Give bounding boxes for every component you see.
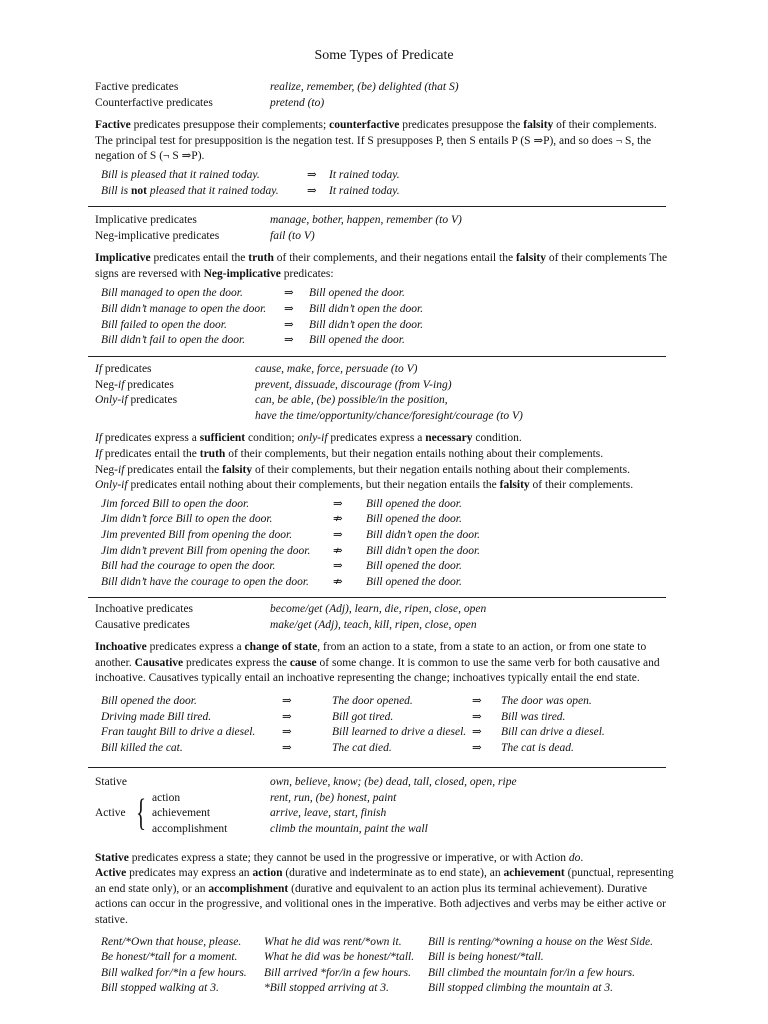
brace-icon: { [136, 791, 147, 834]
text: Bill didn’t fail to open the door. [101, 334, 246, 347]
text: if [118, 463, 125, 476]
text: predicates express a [146, 641, 245, 654]
text: pleased that it rained today. [147, 184, 279, 197]
example-row [95, 286, 675, 302]
example-row [95, 725, 675, 741]
text: ⇒ [284, 287, 294, 300]
factive-explanation [95, 118, 675, 165]
text: falsity [499, 479, 530, 492]
text: Bill opened the door. [366, 575, 462, 588]
text: action [152, 791, 181, 804]
text: Active [95, 867, 127, 880]
text: predicates entail the [102, 447, 200, 460]
text: ⇒ [284, 334, 294, 347]
text: change of state [244, 641, 318, 654]
section-divider [88, 356, 666, 357]
example-row [95, 559, 675, 575]
text: Causative [134, 656, 184, 669]
if-section [95, 362, 675, 590]
text: Neg- [95, 463, 118, 476]
page-title: Some Types of Predicate [314, 48, 454, 63]
text: What he did was rent/*own it. [264, 935, 402, 948]
text: achievement [152, 807, 211, 820]
text: prevent, dissuade, discourage (from V-ing) [255, 378, 452, 391]
text: cause, make, force, persuade (to V) [255, 363, 418, 375]
text: falsity [515, 252, 546, 265]
text: *Bill stopped arriving at 3. [264, 982, 389, 995]
text: of their complements. The principal test for presupposition is the negation test. If S presupposes P, then S entails P (S ⇒P), and so does ¬ S, the negation of S (¬ S ⇒P). [95, 119, 657, 163]
text: predicates may express an [126, 867, 253, 880]
text: ⇒ [472, 710, 482, 723]
text: predicates express a [327, 432, 426, 445]
text: Factive [95, 119, 131, 132]
text: Bill walked for/*in a few hours. [101, 966, 247, 979]
definition-row [95, 602, 675, 618]
definition-row [95, 393, 675, 409]
section-divider [88, 767, 666, 768]
text: truth [199, 447, 226, 460]
example-row [95, 981, 675, 997]
text: Factive predicates [95, 81, 179, 93]
text: predicates express a [102, 432, 200, 445]
definition-row [95, 378, 675, 394]
text: achievement [503, 867, 565, 880]
example-row [95, 318, 675, 334]
text: Bill failed to open the door. [101, 318, 227, 331]
example-row [95, 544, 675, 560]
text: The cat died. [332, 741, 392, 754]
example-row [95, 710, 675, 726]
text: Stative [95, 776, 127, 788]
definition-row [95, 775, 675, 791]
text: predicates presuppose the [399, 119, 524, 132]
text: Rent/*Own that house, please. [101, 935, 242, 948]
definition-row [95, 409, 675, 425]
text: Bill didn’t have the courage to open the door. [101, 575, 309, 588]
text: ⇒ [333, 528, 343, 541]
text: Bill opened the door. [101, 694, 197, 707]
text: predicates express the [183, 656, 290, 669]
example-row [95, 575, 675, 591]
text: . [580, 851, 584, 864]
text: Bill opened the door. [366, 513, 462, 526]
text: predicates entail the [150, 252, 249, 265]
text: Neg-implicative predicates [95, 229, 220, 242]
text: It rained today. [329, 184, 400, 197]
definition-row [95, 618, 675, 634]
example-row [95, 302, 675, 318]
text: do [568, 851, 581, 864]
stative-section [95, 775, 675, 997]
text: Be honest/*tall for a moment. [101, 951, 238, 964]
text: Bill opened the door. [309, 334, 405, 347]
text: Implicative predicates [95, 214, 197, 226]
text: Stative [95, 851, 129, 864]
definition-row [95, 229, 675, 245]
text: Bill is being honest/*tall. [428, 951, 544, 964]
text: sufficient [199, 432, 246, 445]
text: Bill didn’t open the door. [309, 318, 424, 331]
text: Counterfactive predicates [95, 96, 213, 109]
text: ⇒ [282, 726, 292, 739]
inchoative-explanation [95, 640, 675, 687]
text: Bill arrived *for/in a few hours. [264, 966, 411, 979]
example-row [95, 741, 675, 757]
text: Bill can drive a diesel. [501, 726, 605, 739]
text: falsity [222, 463, 253, 476]
text: Jim didn’t prevent Bill from opening the door. [101, 544, 311, 557]
text: Bill learned to drive a diesel. [332, 726, 467, 739]
text: pretend (to) [270, 96, 325, 109]
text: Bill got tired. [332, 710, 394, 723]
text: of their complements. [529, 479, 634, 492]
text: Only-if [95, 479, 128, 492]
text: Bill opened the door. [309, 287, 405, 300]
definition-row [95, 362, 675, 378]
definition-row [95, 80, 675, 96]
text: Bill didn’t open the door. [309, 302, 424, 315]
text: ⇒ [282, 741, 292, 754]
text: Bill stopped climbing the mountain at 3. [428, 982, 613, 995]
text: action [252, 867, 283, 880]
text: own, believe, know; (be) dead, tall, closed, open, ripe [270, 776, 517, 788]
text: Bill had the courage to open the door. [101, 560, 276, 573]
text: Inchoative predicates [95, 603, 194, 615]
definition-row [95, 213, 675, 229]
text: truth [248, 252, 274, 265]
text: predicates entail the [124, 463, 223, 476]
example-row [95, 184, 675, 200]
text: Bill opened the door. [366, 497, 462, 510]
text: Bill is renting/*owning a house on the West Side. [428, 935, 653, 948]
text: of their complements, and their negations entail the [273, 252, 516, 265]
text: If [95, 432, 103, 445]
text: necessary [425, 432, 473, 445]
example-row [95, 528, 675, 544]
text: If [95, 363, 103, 375]
definition-row [95, 96, 675, 112]
inchoative-section [95, 602, 675, 756]
text: fail (to V) [270, 229, 315, 242]
section-divider [88, 206, 666, 207]
text: arrive, leave, start, finish [270, 807, 387, 820]
text: Jim didn’t force Bill to open the door. [101, 513, 273, 526]
text: Bill killed the cat. [101, 741, 183, 754]
text: predicates express a state; they cannot be used in the progressive or imperative, or with Action [128, 851, 569, 864]
text: ⇒ [472, 726, 482, 739]
text: not [131, 184, 148, 197]
text: Driving made Bill tired. [101, 710, 212, 723]
text: ⇒ [282, 710, 292, 723]
text: of their complements, but their negation entails nothing about their complements. [252, 463, 630, 476]
text: ⇒ [472, 741, 482, 754]
text: The door was open. [501, 694, 592, 707]
text: Bill managed to open the door. [101, 287, 243, 300]
text: if [118, 378, 125, 391]
text: Neg- [95, 378, 118, 391]
implicative-explanation [95, 251, 675, 282]
text: ⇒ [282, 694, 292, 707]
text: Neg-implicative [203, 267, 281, 280]
text: counterfactive [329, 119, 400, 132]
text: Active [95, 806, 126, 819]
section-divider [88, 597, 666, 598]
text: Bill stopped walking at 3. [101, 982, 219, 995]
text: , from an action to a state, from a state to an action, or from one state to another. [95, 641, 647, 669]
text: Bill was tired. [501, 710, 566, 723]
text: predicates entail nothing about their complements, but their negation entails the [127, 479, 500, 492]
text: Bill didn’t open the door. [366, 544, 481, 557]
text: predicates presuppose their complements; [130, 119, 330, 132]
implicative-section [95, 213, 675, 349]
text: The door opened. [332, 694, 413, 707]
text: (durative and equivalent to an action plus its terminal achievement). Durative actions can occur in the progressive, and volitional ones in the imperative. Both adjectives and verbs may be either active or stative. [95, 882, 666, 926]
text: ⇏ [333, 544, 343, 557]
text: predicates [124, 378, 174, 391]
text: The cat is dead. [501, 741, 574, 754]
text: Bill is [101, 184, 132, 197]
text: Only-if [95, 394, 128, 407]
text: falsity [523, 119, 554, 132]
text: climb the mountain, paint the wall [270, 822, 428, 835]
text: Bill didn’t open the door. [366, 528, 481, 541]
text: make/get (Adj), teach, kill, ripen, close, open [270, 618, 477, 631]
text: ⇒ [307, 184, 317, 197]
text: What he did was be honest/*tall. [264, 951, 415, 964]
text: Jim forced Bill to open the door. [101, 497, 250, 510]
text: Fran taught Bill to drive a diesel. [101, 726, 256, 739]
text: condition; [245, 432, 298, 445]
text: Bill is pleased that it rained today. [101, 168, 260, 181]
if-explanation [95, 431, 675, 493]
text: Bill opened the door. [366, 560, 462, 573]
text: It rained today. [329, 168, 400, 181]
text: ⇒ [333, 497, 343, 510]
text: condition. [472, 432, 522, 445]
example-row [95, 512, 675, 528]
text: ⇏ [333, 513, 343, 526]
text: ⇒ [472, 694, 482, 707]
text: Causative predicates [95, 618, 190, 631]
text: ⇏ [333, 575, 343, 588]
text: Bill climbed the mountain for/in a few hours. [428, 966, 635, 979]
text: predicates [102, 363, 152, 375]
text: ⇒ [333, 560, 343, 573]
text: (durative and indeterminate as to end state), an [282, 867, 504, 880]
text: ⇒ [307, 168, 317, 181]
example-row [95, 168, 675, 184]
text: Implicative [95, 252, 151, 265]
text: only-if [297, 432, 328, 445]
text: accomplishment [152, 822, 228, 835]
example-row [95, 333, 675, 349]
text: can, be able, (be) possible/in the position, [255, 394, 448, 407]
text: become/get (Adj), learn, die, ripen, close, open [270, 603, 487, 615]
factive-section [95, 80, 675, 199]
example-row [95, 694, 675, 710]
text: ⇒ [284, 302, 294, 315]
example-row [95, 966, 675, 982]
text: manage, bother, happen, remember (to V) [270, 214, 462, 226]
example-row [95, 935, 675, 951]
text: Jim prevented Bill from opening the door. [101, 528, 293, 541]
example-row [95, 497, 675, 513]
text: (punctual, representing an end state only), or an [95, 867, 674, 895]
text: of some change. It is common to use the same verb for both causative and inchoative. Causatives typically entail an inchoative representing the change; inchoatives typically entail the end state. [95, 656, 660, 685]
text: realize, remember, (be) delighted (that S) [270, 81, 459, 93]
text: have the time/opportunity/chance/foresight/courage (to V) [255, 409, 523, 422]
text: of their complements The signs are reversed with [95, 252, 668, 280]
text: Bill didn’t manage to open the door. [101, 302, 267, 315]
text: If [95, 447, 103, 460]
text: predicates: [280, 267, 334, 280]
text: rent, run, (be) honest, paint [270, 791, 397, 804]
text: ⇒ [284, 318, 294, 331]
text: cause [289, 656, 317, 669]
text: accomplishment [208, 882, 289, 895]
text: Inchoative [95, 641, 147, 654]
example-row [95, 950, 675, 966]
stative-explanation [95, 851, 675, 929]
text: of their complements, but their negation entails nothing about their complements. [225, 447, 604, 460]
active-group [95, 791, 675, 838]
text: predicates [127, 394, 178, 407]
